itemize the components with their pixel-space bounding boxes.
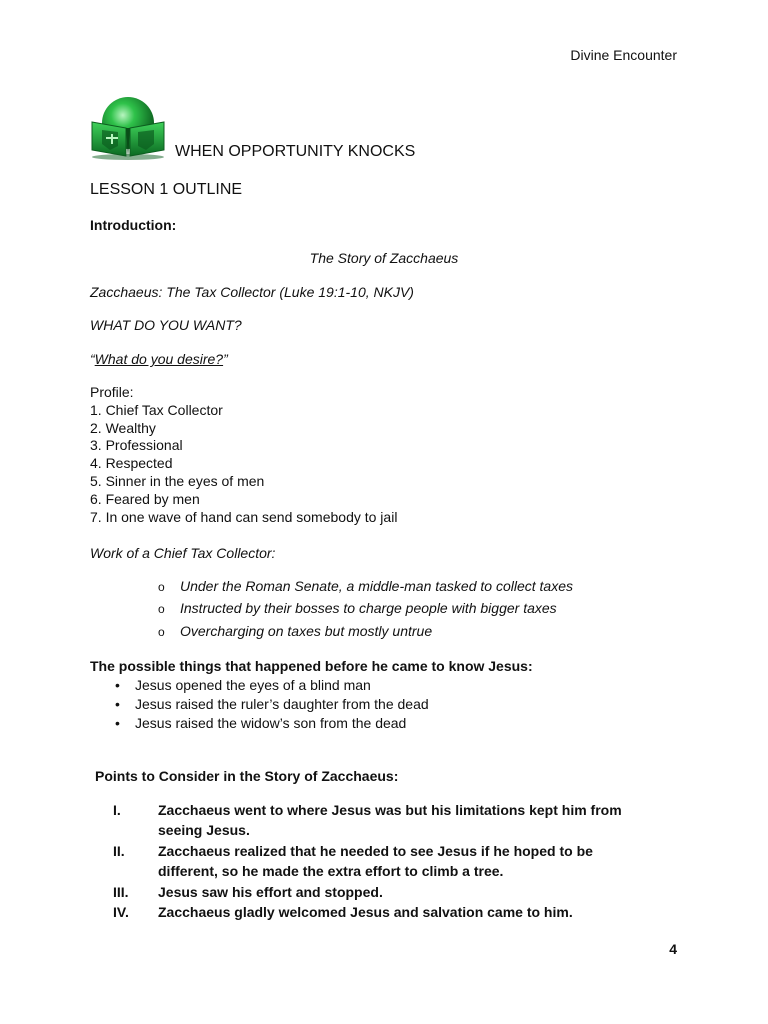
- list-item: • Jesus raised the widow’s son from the dead: [115, 714, 429, 733]
- list-item: 6. Feared by men: [90, 490, 200, 507]
- introduction-heading: Introduction:: [90, 217, 177, 233]
- possible-heading: The possible things that happened before he came to know Jesus:: [90, 658, 533, 674]
- list-item: 3. Professional: [90, 437, 183, 454]
- desire-text: What do you desire?: [94, 351, 224, 367]
- work-item: o Under the Roman Senate, a middle-man tasked to collect taxes: [158, 578, 573, 594]
- profile-label: Profile:: [90, 384, 134, 400]
- points-heading: Points to Consider in the Story of Zacchaeus:: [95, 768, 399, 784]
- list-item: • Jesus opened the eyes of a blind man: [115, 676, 429, 695]
- list-item: 5. Sinner in the eyes of men: [90, 472, 265, 489]
- list-item: I. Zacchaeus went to where Jesus was but his limitations kept him from seeing Jesus.: [113, 802, 622, 839]
- profile-list: [90, 384, 397, 526]
- possible-list: [115, 676, 429, 733]
- question-text: WHAT DO YOU WANT?: [90, 317, 242, 333]
- work-item: o Overcharging on taxes but mostly untrue: [158, 623, 433, 639]
- list-item: • Jesus raised the ruler’s daughter from the dead: [115, 695, 429, 714]
- list-item: IV. Zacchaeus gladly welcomed Jesus and salvation came to him.: [113, 904, 573, 921]
- circle-bullet-icon: o: [158, 580, 165, 594]
- desire-quote: “What do you desire?”: [90, 351, 228, 367]
- story-title: The Story of Zacchaeus: [309, 250, 459, 266]
- list-item: 7. In one wave of hand can send somebody to jail: [90, 508, 398, 525]
- lesson-title: WHEN OPPORTUNITY KNOCKS: [175, 143, 416, 160]
- list-item: III. Jesus saw his effort and stopped.: [113, 883, 383, 900]
- list-item: 1. Chief Tax Collector: [90, 401, 223, 418]
- work-heading: Work of a Chief Tax Collector:: [90, 545, 276, 561]
- points-list: [113, 800, 693, 922]
- running-header: Divine Encounter: [570, 47, 677, 63]
- lesson-heading: LESSON 1 OUTLINE: [90, 181, 243, 198]
- scripture-reference: Zacchaeus: The Tax Collector (Luke 19:1-10, NKJV): [90, 284, 414, 300]
- circle-bullet-icon: o: [158, 602, 165, 616]
- globe-book-logo-icon: [90, 94, 166, 160]
- list-item: 2. Wealthy: [90, 419, 156, 436]
- circle-bullet-icon: o: [158, 625, 165, 639]
- list-item: II. Zacchaeus realized that he needed to see Jesus if he hoped to be different, so he made the extra effort to climb a tree.: [113, 842, 593, 880]
- page-number: 4: [669, 941, 677, 957]
- list-item: 4. Respected: [90, 455, 173, 472]
- work-item: o Instructed by their bosses to charge people with bigger taxes: [158, 600, 557, 616]
